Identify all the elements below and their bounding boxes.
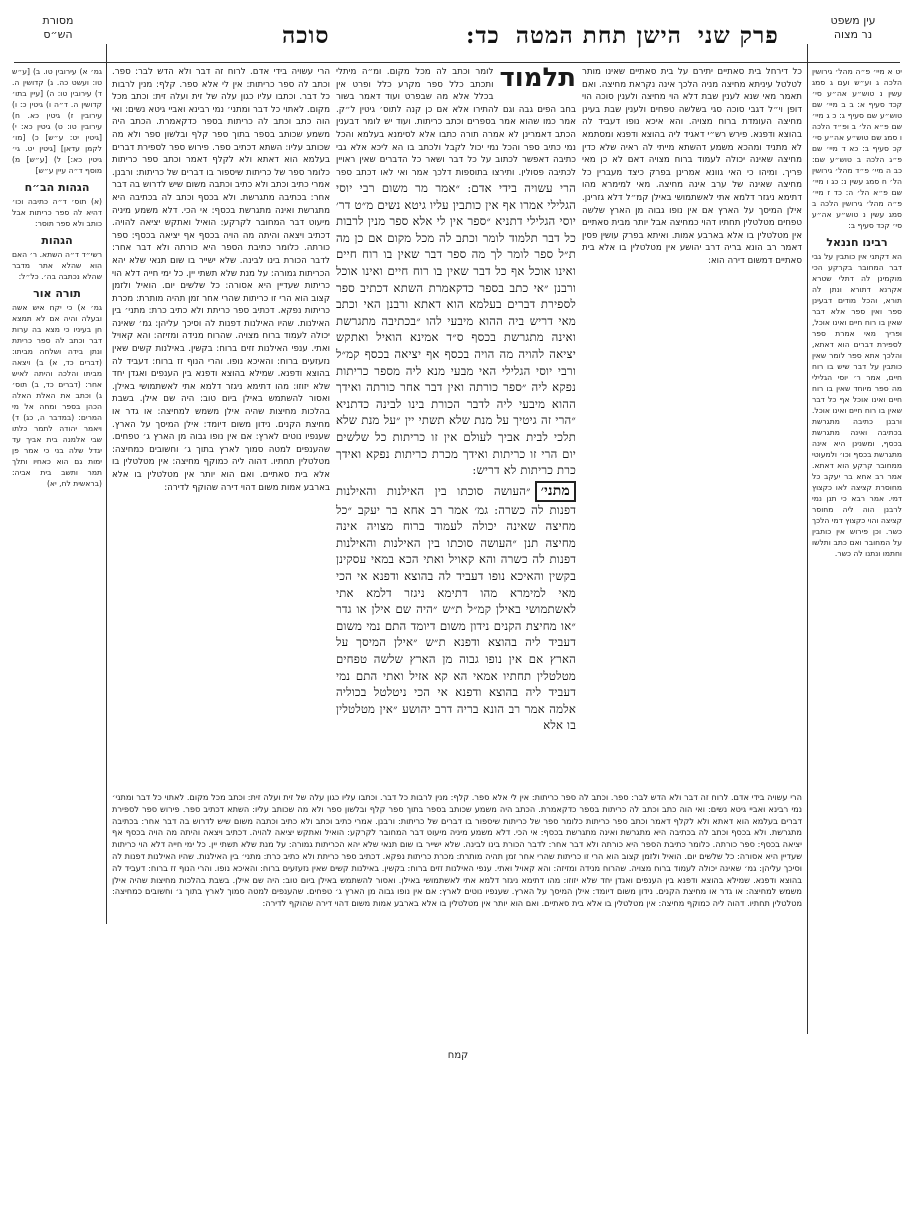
- bottom-commentary-text: הרי עשויה בידי אדם. לרוח זה דבר ולא הדש לבר: ספר. וכתב לה ספר כריתות: אין לי אלא ספר. קלף: מנין לרבות כל דבר. וכתבו עליו כגון עלה של זית ועלה זית: וכתב מכל מקום. לאתוי כל דבר ומתני׳ נמי רבינא ואביי גיטא נשים: ואי הוה כתב וכתב לה כריתות בספר כדקאמרת. הכתב היה משמע שכותב בספר בתוך ספר קלף ובלשון ספר ולא מה שכותב עליו: השתא דכתיב ספר. פירוש ספר לספירת דברים בעלמא הוא דאתא ולא לקלף דאמר וכתב ספר כריתות כלומר ספר של כריתות שיספור בו דברים של כריתות: ורבנן. אמרי כתיב וכתב ולא כתיב וכתבה משום שיש לדרוש בה דבר אחר: בכתיבה מתגרשת. ולא בכסף וכתב לה בכתיבה היא מתגרשת ואינה מתגרשת בכסף: אי הכי. דלא משמע מיניה מיעוט דבר המחובר לקרקע: הואיל ואתקש יציאה להויה. דכתיב ויצאה והיתה מה הויה בכסף אף יציאה בכסף: ספר כורתה. כלומר כתיבת הספר היא כורתה ולא דבר אחר: לדבר הכורת בינו לבינה. שלא ישייר בו שום תנאי שלא יהא הכריתות גמורה: על מנת שלא תשתי יין. כל ימי חייה דלא הוי כריתות שעדיין היא אסורה: כל שלשים יום. הואיל ולזמן קצוב הוא הרי זו כריתות שהרי אחר זמן תהיה מותרת: מכרת כריתות נפקא. דכתיב ספר כריתת ולא כתיב כרת: מתני׳ בין האילנות. שהיו האילנות דפנות לה וסיכך עליהן: גמ׳ שאינה יכולה לעמוד ברוח מצויה. שהרוח מנידה ומזיזה: והא קאויל ואתי. ענפי האילנות זזים ברוח: בקשין. באילנות קשים שאין נזעזעים ברוח: והאיכא נופו. והרי הנוף זז ברוח: דעביד לה בהוצא ודפנא. שמילא בהוצא ודפנא בין הענפים ואגדן יחד שלא יזוזו: מהו דתימא ניגזר דלמא אתי לאשתמושי באילן. ואסור להשתמש באילן ביום טוב: היה שם אילן. בשבת בהלכות מחיצות שהיה אילן משמש למחיצה: או גדר או מחיצת הקנים. נידון משום דיומד: אילן המיסך על הארץ. שענפיו נוטים לארץ: אם אין נופו גבוה מן הארץ ג׳ טפחים. שהענפים למטה סמוך לארץ בתוך ג׳ וחשובים כמחיצה: מטלטלין תחתיו. דהוה ליה כמוקף מחיצה: אין מטלטלין בו אלא בית סאתיים. ואם הוא יותר אין מטלטלין בו אלא בארבע אמות משום דהוי דירה שהוקף לדירה:: [112, 792, 802, 909]
- rabbeinu-chananel-title: רבינו חננאל: [826, 236, 888, 249]
- tosafot-text: הרי עשויה בידי אדם. לרוח זה דבר ולא הדש לבר: ספר. וכתב לה ספר כריתות: אין לי אלא ספר. קלף: מנין לרבות כל דבר. וכתבו עליו כגון עלה של זית ועלה זית: וכתב מכל מקום. לאתוי כל דבר ומתני׳ נמי רבינא ואביי גיטא נשים: ואי הוה כתב וכתב לה כריתות בספר כדקאמרת. הכתב היה משמע שכותב בספר בתוך ספר קלף ובלשון ספר ולא מה שכותב עליו: השתא דכתיב ספר. פירוש ספר לספירת דברים בעלמא הוא דאתא ולא לקלף דאמר וכתב ספר כריתות כלומר ספר של כריתות שיספור בו דברים של כריתות: ורבנן. אמרי כתיב וכתב ולא כתיב וכתבה משום שיש לדרוש בה דבר אחר: בכתיבה מתגרשת. ולא בכסף וכתב לה בכתיבה היא מתגרשת ואינה מתגרשת בכסף: אי הכי. דלא משמע מיניה מיעוט דבר המחובר לקרקע: הואיל ואתקש יציאה להויה. דכתיב ויצאה והיתה מה הויה בכסף אף יציאה בכסף: ספר כורתה. כלומר כתיבת הספר היא כורתה ולא דבר אחר: לדבר הכורת בינו לבינה. שלא ישייר בו שום תנאי שלא יהא הכריתות גמורה: על מנת שלא תשתי יין. כל ימי חייה דלא הוי כריתות שעדיין היא אסורה: כל שלשים יום. הואיל ולזמן קצוב הוא הרי זו כריתות שהרי אחר זמן תהיה מותרת: מכרת כריתות נפקא. דכתיב ספר כריתת ולא כתיב כרת: מתני׳ בין האילנות. שהיו האילנות דפנות לה וסיכך עליהן: גמ׳ שאינה יכולה לעמוד ברוח מצויה. שהרוח מנידה ומזיזה: והא קאויל ואתי. ענפי האילנות זזים ברוח: בקשין. באילנות קשים שאין נזעזעים ברוח: והאיכא נופו. והרי הנוף זז ברוח: דעביד לה בהוצא ודפנא. שמילא בהוצא ודפנא בין הענפים ואגדן יחד שלא יזוזו: מהו דתימא ניגזר דלמא אתי לאשתמושי באילן. ואסור להשתמש באילן ביום טוב: היה שם אילן. בשבת בהלכות מחיצות שהיה אילן משמש למחיצה: או גדר או מחיצת הקנים. נידון משום דיומד: אילן המיסך על הארץ. שענפיו נוטים לארץ: אם אין נופו גבוה מן הארץ ג׳ טפחים. שהענפים למטה סמוך לארץ בתוך ג׳ וחשובים כמחיצה: מטלטלין תחתיו. דהוה ליה כמוקף מחיצה: אין מטלטלין בו אלא בית סאתיים. ואם הוא יותר אין מטלטלין בו אלא בארבע אמות משום דהוי דירה שהוקף לדירה:: [112, 67, 330, 493]
- ein-mishpat-label: עין משפט נר מצוה: [830, 14, 876, 41]
- masoret-hashas-text: גמ׳ א) עירובין טו. ב) [ע״ש טו: ועשט כה. ג) קדושין ה. ד) עירובין טו: ה) [עיין בתו׳ קדושין ה. ד״ה ו) גיטין כ: ו) עירובין ז) גיטין כא. ח) עירובין טו: ט) גיטין כא: י) [גיטין יט: ע״ש] כ) [מו׳ לקמן עדאן] [גיטין יט. גי׳ גיטין כא:] ל) [ע״ש] מ) מוסף ד״ה עיין ע״ש]: [12, 67, 102, 175]
- page-number: קמח: [447, 1050, 469, 1061]
- chapter-number: פרק שני: [697, 22, 779, 49]
- torah-or-title: תורה אור: [33, 287, 81, 300]
- daf-number: כד:: [466, 22, 500, 49]
- hagahot-habach-title: הגהות הב״ח: [24, 181, 90, 194]
- gemara-text-1: הרי עשויה בידי אדם: ״אמר מר משום רבי יוסי הגלילי אמרו אף אין כותבין עליו גיטא נשים מ״ט דר׳ יוסי הגלילי דתניא ״ספר אין לי אלא ספר מנין לרבות כל דבר תלמוד לומר וכתב לה מכל מקום אם כן מה ת״ל ספר לומר לך מה ספר דבר שאין בו רוח חיים ואינו אוכל אף כל דבר שאין בו רוח חיים ואינו אוכל ורבנן ״אי כתב בספר כדקאמרת השתא דכתיב ספר לספירת דברים בעלמא הוא דאתא ורבנן האי וכתב מאי דריש ביה ההוא מיבעי להו ״בכתיבה מתגרשת ואינה מתגרשת בכסף ס״ד אמינא הואיל ואתקש יציאה להויה מה הויה בכסף אף יציאה בכסף קמ״ל ורבי יוסי הגלילי האי מבעי מנא ליה מספר כריתות נפקא ליה ״ספר כורתה ואין דבר אחר כורתה ואידך ההוא מיבעי ליה לדבר הכורת בינו לבינה כדתניא ״הרי זה גיטיך על מנת שלא תשתי יין ״על מנת שלא תלכי לבית אביך לעולם אין זו כריתות כל שלשים יום הרי זו כריתות ואידך מכרת כריתות נפקא ואידך כרת כריתות לא דריש:: [336, 181, 576, 478]
- mishnah-label: מתני׳: [535, 481, 576, 502]
- header-rule: [14, 62, 900, 63]
- gemara-main-column: [336, 180, 576, 780]
- ein-mishpat-text: יט א מיי׳ פ״ה מהל׳ גירושין הלכה ג וע״ש ועם ג סמג עשין נ טוש״ע אה״ע סי׳ קכד סעיף א: ב ב מיי׳ שם טוש״ע שם סעיף ג: כ ג מיי׳ שם פ״א הל׳ ב ופ״ד הלכה ו סמג שם טוש״ע אה״ע סי׳ קכ סעיף ב: כא ד מיי׳ שם פ״ג הלכה ב טוש״ע שם: כב ה מיי׳ פ״ד מהל׳ גירושין הל׳ ח סמג עשין נ: כג ו מיי׳ שם פ״א הל׳ ה: כד ז מיי׳ פ״ה מהל׳ גירושין הלכה ב סמג עשין נ טוש״ע אה״ע סי׳ קכד סעיף ב:: [812, 67, 902, 230]
- right-margin-column: [812, 66, 902, 1026]
- page-header: [14, 14, 900, 64]
- chapter-heading: [466, 22, 779, 49]
- chapter-name: הישן תחת המטה: [515, 22, 682, 49]
- masoret-hashas-label: מסורת הש״ס: [42, 14, 74, 41]
- talmud-lead-word: תלמוד: [499, 66, 576, 93]
- right-margin-divider: [807, 44, 808, 1034]
- talmud-commentary-text: לומר וכתב לה מכל מקום. ומ״ה מיתלי ותכתב כלל ספר מקרע כלל ופרט אין בכלל אלא מה שבפרט ועוד דאמר בשור בחב הפים גבה וגם להתירו אלא אם כן קנה לתוס׳ גיטין ל״ק. אמר כמו שהוא אמר בספרים וכתב כריתות. ועוד יש לומר דבענין הכתב דאמרינן לא אמרה תורה כתבו אלא לסימנא בעלמא והכל נמי כתיב ספר והכל נמי יכול לקבל ולכתב בו הא ליכא אלא גבי כתיבה דאפשר לכתוב על כל דבר ושאר כל הדברים שאין ראויין לכתיבה פסולין. ותירצו בתוספות דלכך אמר ואי לאו דכתב ספר: [336, 67, 576, 176]
- left-margin-divider: [106, 44, 107, 924]
- left-margin-column: [12, 66, 102, 946]
- mishnah-text: ״העושה סוכתו בין האילנות והאילנות דפנות לה כשרה: גמ׳ אמר רב אחא בר יעקב ״כל מחיצה שאינה יכולה לעמוד ברוח מצויה אינה מחיצה תנן ״העושה סוכתו בין האילנות והאילנות דפנות לה כשרה והא קאויל ואתי הכא במאי עסקינן בקשין והאיכא נופו דעביד לה בהוצא ודפנא אי הכי מאי למימרא מהו דתימא ניגזר דלמא אתי לאשתמושי באילן קמ״ל ת״ש ״היה שם אילן או גדר ״או מחיצת הקנים נידון משום דיומד התם נמי משום דעביד ליה בהוצא ודפנא ת״ש ״אילן המיסך על הארץ אם אין נופו גבוה מן הארץ שלשה טפחים מטלטלין תחתיו אמאי הא קא אזיל ואתי התם נמי דעביד ליה בהוצא ודפנא אי הכי ניטלטל בכוליה אלמה אמר רב הונא בריה דרב יהושע ״אין מטלטלין בו אלא: [336, 483, 576, 733]
- talmud-commentary-top: [336, 66, 576, 176]
- bottom-commentary: [112, 792, 802, 1042]
- rashi-column: [582, 66, 802, 786]
- hagahot-text: רשי״ד ד״ה השתא. ר׳ האם הוא שהלא אתר מדבר שהלא נכתבה בה׳. כל״ל:: [12, 250, 102, 281]
- tractate-name: סוכה: [282, 22, 330, 49]
- tosafot-column: [112, 66, 330, 786]
- torah-or-text: גמ׳ א) כי יקח איש אשה ובעלה והיה אם לא תמצא חן בעיניו כי מצא בה ערות דבר וכתב לה ספר כריתת ונתן בידה ושלחה מביתו: (דברים כד, א) ב) ויצאה מביתו והלכה והיתה לאיש אחר: (דברים כד, ב) תוס׳ ג) וכתב את האלת האלה הכהן בספר ומחה אל מי המרים: (במדבר ה, כג) ד) ויאמר יהודה לתמר כלתו שבי אלמנה בית אביך עד יגדל שלה בני כי אמר פן ימות גם הוא כאחיו ותלך תמר ותשב בית אביה: (בראשית לח, יא): [12, 303, 102, 488]
- hagahot-title: הגהות: [41, 234, 73, 247]
- mishnah-block: [336, 481, 576, 734]
- hagahot-habach-text: (א) תוס׳ ד״ה כתיבה וכו׳ דהיא לה ספר כריתות אבל כותב ולא ספר תוסר:: [12, 197, 102, 228]
- rabbeinu-chananel-text: הא דקתני אין כותבין על גבי דבר המחובר בקרקע הכי מוקמינן לה דתלי שטרא אקרנא דתורא ונתן לה תורא, והכל מודים דבעינן ספר ואין ספר אלא דבר שאין בו רוח חיים ואינו אוכל, ופריך מאי אמרת ספר לספירת דברים הוא דאתא, והלכך אתא ספר לומר שאין כותבין על דבר שיש בו רוח חיים, אמר ר׳ יוסי הגלילי מה ספר מיוחד שאין בו רוח חיים ואינו אוכל אף כל דבר שאין בו רוח חיים ואינו אוכל. ורבנן כתיבה מתגרשת בכתיבה ואינה מתגרשת בכסף, ומשנינן היא אינה מתגרשת בכסף וכו׳ ולמעוטי ממחובר קרקע הוא דאתא. אמר רב אחא בר יעקב כל מחוסרת קציצה לאו כקצוץ דמי. אמר רבא כי תנן נמי לרבנן הוה ליה מחוסר קציצה והוי כקצוץ דמי הלכך כשר. וכן פירוש אין כותבין על המחובר ואם כתב ותלשו וחתמו ונתנו לה כשר.: [812, 252, 902, 558]
- rashi-text: כל דירחל בית סאתיים יתירם על בית סאתיים שאינו מותר לטלטל עיניתא מחיצה מניה הלכך אינה נקראת מחיצה. ואם תאמר מאי שנא לענין שבת דלא הוי מחיצה ולענין סוכה הוי דופן וי״ל דגבי סוכה סגי בשלשה טפחים ולענין שבת בעינן מחיצה העומדת ברוח מצויה. והא איכא נופו דעביד לה בהוצא ודפנא. פירש רש״י דאגיד ליה בהוצא ודפנא ומסתמא לא מתניד ומהכא משמע דהשתא מייתי לה ראיה שלא כדין מחיצה שאינה יכולה לעמוד ברוח מצויה דאם לא כן מאי פריך. ומיהו כי האי גוונא אמרינן בפרק כיצד מעברין כל מחיצה שאינה של ערב אינה מחיצה. מאי למימרא מהו דתימא ניגזר דלמא אתי לאשתמושי באילן קמ״ל דלא גזרינן. אילן המיסך על הארץ אם אין נופו גבוה מן הארץ שלשה טפחים מטלטלין תחתיו דהוי כמחיצה אבל יותר מבית סאתיים אין מטלטלין בו אלא בארבע אמות. ואיתא בפרק עושין פסין דאמר רב הונא בריה דרב יהושע אין מטלטלין בו אלא בית סאתיים דמשום דירה הוא:: [582, 67, 802, 266]
